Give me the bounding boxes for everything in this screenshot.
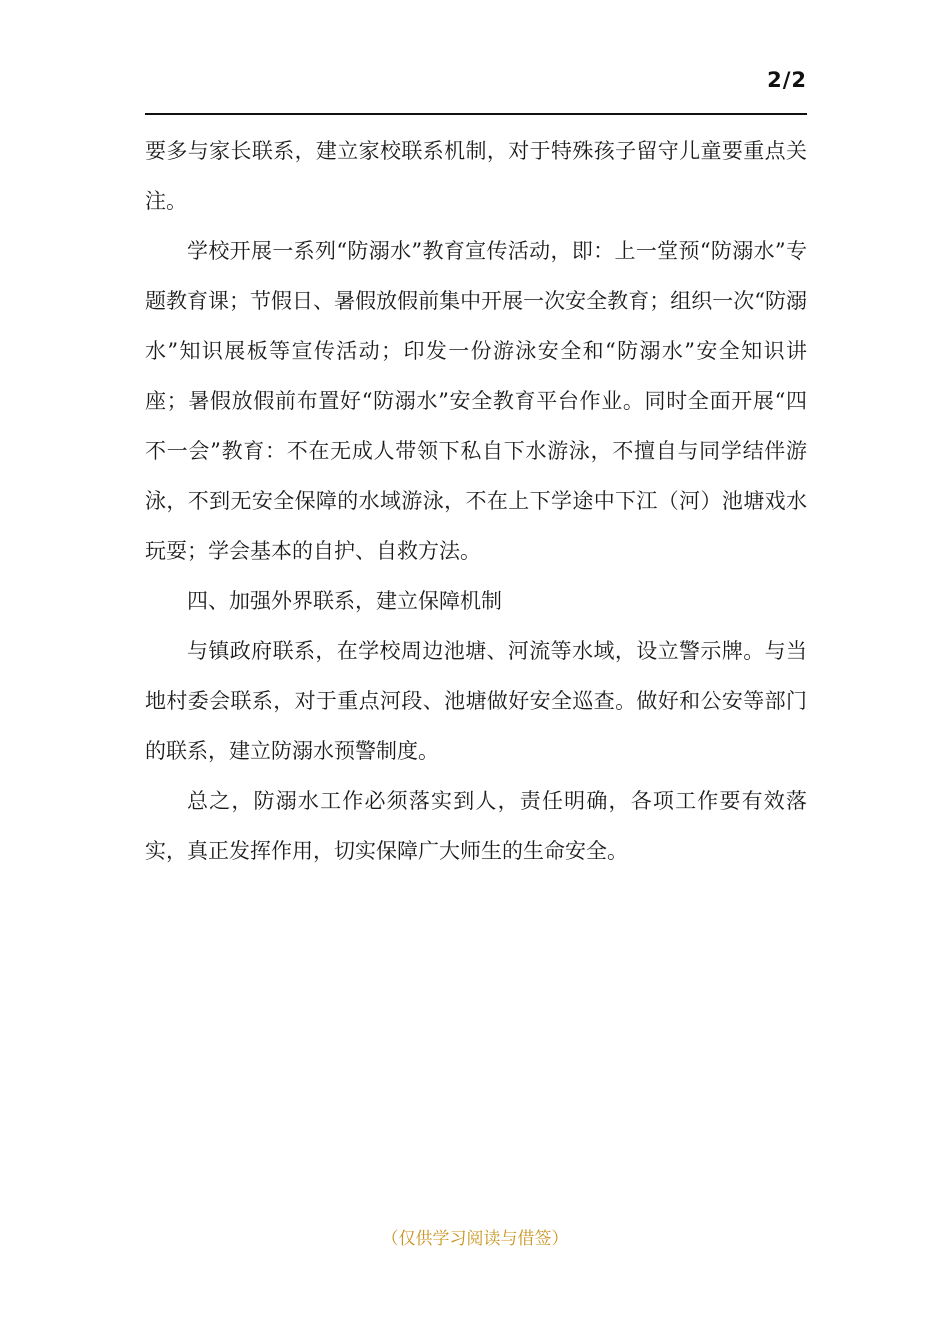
header-divider — [145, 113, 807, 115]
paragraph-education-activities: 学校开展一系列“防溺水”教育宣传活动，即：上一堂预“防溺水”专题教育课；节假日、暑假放假前集中开展一次安全教育；组织一次“防溺水”知识展板等宣传活动；印发一份游泳安全和“防溺水”安全知识讲座；暑假放假前布置好“防溺水”安全教育平台作业。同时全面开展“四不一会”教育：不在无成人带领下私自下水游泳，不擅自与同学结伴游泳，不到无安全保障的水域游泳，不在上下学途中下江（河）池塘戏水玩耍；学会基本的自护、自救方法。 — [145, 239, 807, 563]
document-body — [145, 126, 807, 876]
paragraph-conclusion: 总之，防溺水工作必须落实到人，责任明确，各项工作要有效落实，真正发挥作用，切实保障广大师生的生命安全。 — [145, 789, 807, 863]
section-heading-external-contact: 四、加强外界联系，建立保障机制 — [187, 589, 502, 613]
paragraph-external-contact: 与镇政府联系，在学校周边池塘、河流等水域，设立警示牌。与当地村委会联系，对于重点河段、池塘做好安全巡查。做好和公安等部门的联系，建立防溺水预警制度。 — [145, 639, 807, 763]
page-number: 2/2 — [767, 68, 807, 92]
footer-disclaimer: （仅供学习阅读与借签） — [381, 1229, 569, 1249]
paragraph-continuation: 要多与家长联系，建立家校联系机制，对于特殊孩子留守儿童要重点关注。 — [145, 139, 807, 213]
